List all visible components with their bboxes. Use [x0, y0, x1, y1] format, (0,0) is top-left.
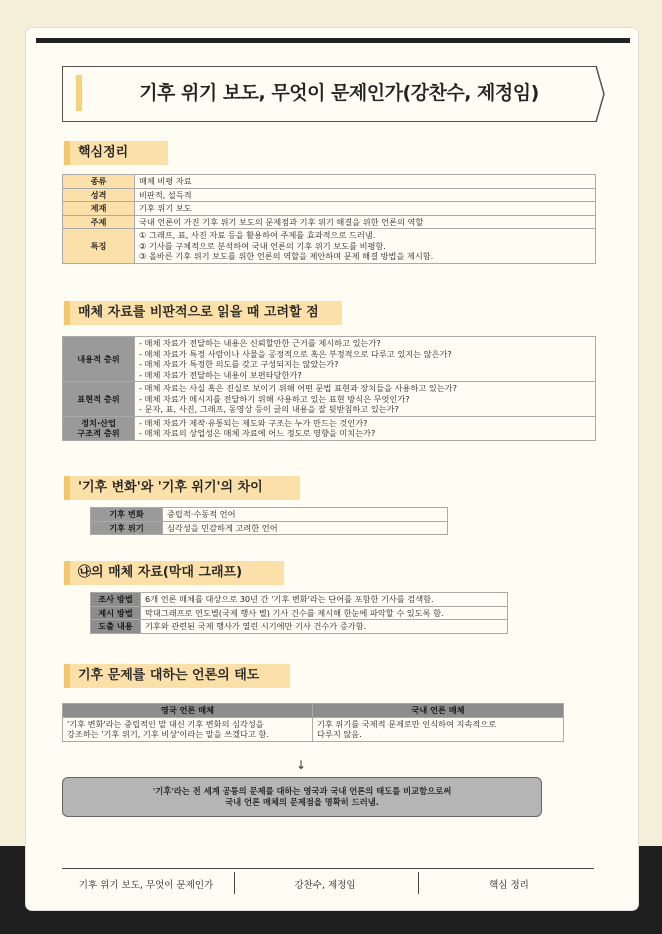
- row-label: 주제: [63, 215, 135, 229]
- section-graph-title: ㉯의 매체 자료(막대 그래프): [64, 561, 284, 585]
- table-row: [63, 717, 564, 741]
- table-row: [63, 188, 596, 202]
- row-label: 특징: [63, 229, 135, 264]
- conclusion-box: [62, 777, 542, 817]
- row-value: 기후 위기 보도: [135, 202, 596, 216]
- table-row: [91, 606, 508, 620]
- footer-authors: 강찬수, 제정임: [294, 880, 356, 891]
- footer-divider: [234, 872, 235, 894]
- footer-divider: [418, 872, 419, 894]
- table-row: [91, 521, 448, 535]
- criteria-line: - 매체 자료의 상업성은 매체 자료에 어느 정도로 영향을 미치는가?: [139, 428, 376, 438]
- row-value: 국내 언론이 가진 기후 위기 보도의 문제점과 기후 위기 해결을 위한 언론의 역할: [135, 215, 596, 229]
- footer-title: 기후 위기 보도, 무엇이 문제인가: [78, 880, 214, 891]
- row-label: 성격: [63, 188, 135, 202]
- criteria-table: [62, 336, 596, 441]
- criteria-line: - 매체 자료가 메시지를 전달하기 위해 사용하고 있는 표현 방식은 무엇인가?: [139, 393, 410, 404]
- row-label: 내용적 층위: [63, 337, 135, 382]
- criteria-line: - 매체 자료가 특정한 의도를 갖고 구성되지는 않았는가?: [139, 359, 339, 369]
- table-row: [63, 215, 596, 229]
- summary-table: [62, 174, 596, 264]
- row-value: [135, 382, 596, 417]
- title-accent: [76, 75, 82, 111]
- feature-line: ③ 올바른 기후 위기 보도를 위한 언론의 역할을 제안하며 문제 해결 방법을 제시함.: [139, 251, 434, 261]
- row-value: 중립적·수동적 언어: [163, 508, 448, 522]
- cell-line: 기후 위기를 국제적 문제로만 인식하여 지속적으로: [317, 718, 497, 729]
- row-value: [135, 416, 596, 440]
- column-header-kr: 국내 언론 매체: [313, 704, 564, 718]
- criteria-line: - 문자, 표, 사진, 그래프, 동영상 등이 글의 내용을 잘 뒷받침하고 있는가?: [139, 404, 399, 414]
- feature-line: ② 기사를 구체적으로 분석하여 국내 언론의 기후 위기 보도를 비평함.: [139, 240, 386, 251]
- row-value: 6개 언론 매체를 대상으로 30년 간 '기후 변화'라는 단어를 포함한 기사를 검색함.: [141, 593, 508, 607]
- table-row: [63, 416, 596, 440]
- row-label: 제시 방법: [91, 606, 141, 620]
- criteria-line: - 매체 자료가 전달하는 내용은 신뢰할만한 근거를 제시하고 있는가?: [139, 338, 381, 348]
- section-summary-title: 핵심정리: [64, 141, 168, 165]
- row-label: 표현적 층위: [63, 382, 135, 417]
- table-row: [63, 175, 596, 189]
- graph-table: [90, 592, 508, 634]
- title-box-notch: [590, 64, 608, 124]
- section-attitude-title: 기후 문제를 대하는 언론의 태도: [64, 664, 290, 688]
- table-row: [91, 593, 508, 607]
- section-criteria-title: 매체 자료를 비판적으로 읽을 때 고려할 점: [64, 301, 342, 325]
- row-label: 기후 변화: [91, 508, 163, 522]
- row-label: [63, 416, 135, 440]
- row-value: [135, 337, 596, 382]
- row-label: 도출 내용: [91, 620, 141, 634]
- footer-section: 핵심 정리: [489, 880, 529, 891]
- row-label: 조사 방법: [91, 593, 141, 607]
- criteria-line: - 매체 자료는 사실 혹은 진실로 보이기 위해 어떤 문법 표현과 장치들을 사용하고 있는가?: [139, 383, 457, 393]
- table-row: [91, 508, 448, 522]
- row-label: 제재: [63, 202, 135, 216]
- cell-line: 다루지 않음.: [317, 729, 362, 739]
- row-value: 기후와 관련된 국제 행사가 열린 시기에만 기사 건수가 증가함.: [141, 620, 508, 634]
- down-arrow-icon: ↓: [296, 758, 307, 772]
- table-header-row: [63, 704, 564, 718]
- row-label: 기후 위기: [91, 521, 163, 535]
- conclusion-line: '기후'라는 전 세계 공통의 문제를 대하는 영국과 국내 언론의 태도를 비교함으로써: [152, 786, 452, 796]
- criteria-line: - 매체 자료가 특정 사람이나 사물을 공정적으로 혹은 부정적으로 다루고 있지는 않은가?: [139, 348, 452, 359]
- row-value: [135, 229, 596, 264]
- row-value: 비판적, 설득적: [135, 188, 596, 202]
- cell-line: 강조하는 '기후 위기, 기후 비상'이라는 말을 쓰겠다고 함.: [67, 729, 269, 739]
- diff-table: [90, 507, 448, 535]
- table-row: [63, 337, 596, 382]
- table-row: [91, 620, 508, 634]
- row-value: 매체 비평 자료: [135, 175, 596, 189]
- table-row: [63, 382, 596, 417]
- row-value: 심각성을 민감하게 고려한 언어: [163, 521, 448, 535]
- attitude-table: [62, 703, 564, 742]
- uk-media-cell: [63, 717, 313, 741]
- column-header-uk: 영국 언론 매체: [63, 704, 313, 718]
- row-label: 종류: [63, 175, 135, 189]
- row-label-line: 구조적 층위: [77, 428, 120, 438]
- section-diff-title: '기후 변화'와 '기후 위기'의 차이: [64, 476, 300, 500]
- table-row: [63, 229, 596, 264]
- feature-line: ① 그래프, 표, 사진 자료 등을 활용하여 주제를 효과적으로 드러냄.: [139, 230, 376, 240]
- table-row: [63, 202, 596, 216]
- row-label-line: 정치·산업: [81, 417, 116, 428]
- criteria-line: - 매체 자료가 제작·유통되는 제도와 구조는 누가 만드는 것인가?: [139, 417, 368, 428]
- page-title: 기후 위기 보도, 무엇이 문제인가(강찬수, 제정임): [139, 82, 539, 104]
- kr-media-cell: [313, 717, 564, 741]
- footer-rule: [62, 868, 594, 869]
- criteria-line: - 매체 자료가 전달하는 내용이 보편타당한가?: [139, 369, 302, 380]
- conclusion-line: 국내 언론 매체의 문제점을 명확히 드러냄.: [225, 797, 379, 807]
- cell-line: '기후 변화'라는 중립적인 말 대신 기후 변화의 심각성을: [67, 718, 264, 729]
- row-value: 막대그래프로 연도별(국제 행사 별) 기사 건수를 제시해 한눈에 파악할 수 있도록 함.: [141, 606, 508, 620]
- top-rule: [36, 38, 630, 43]
